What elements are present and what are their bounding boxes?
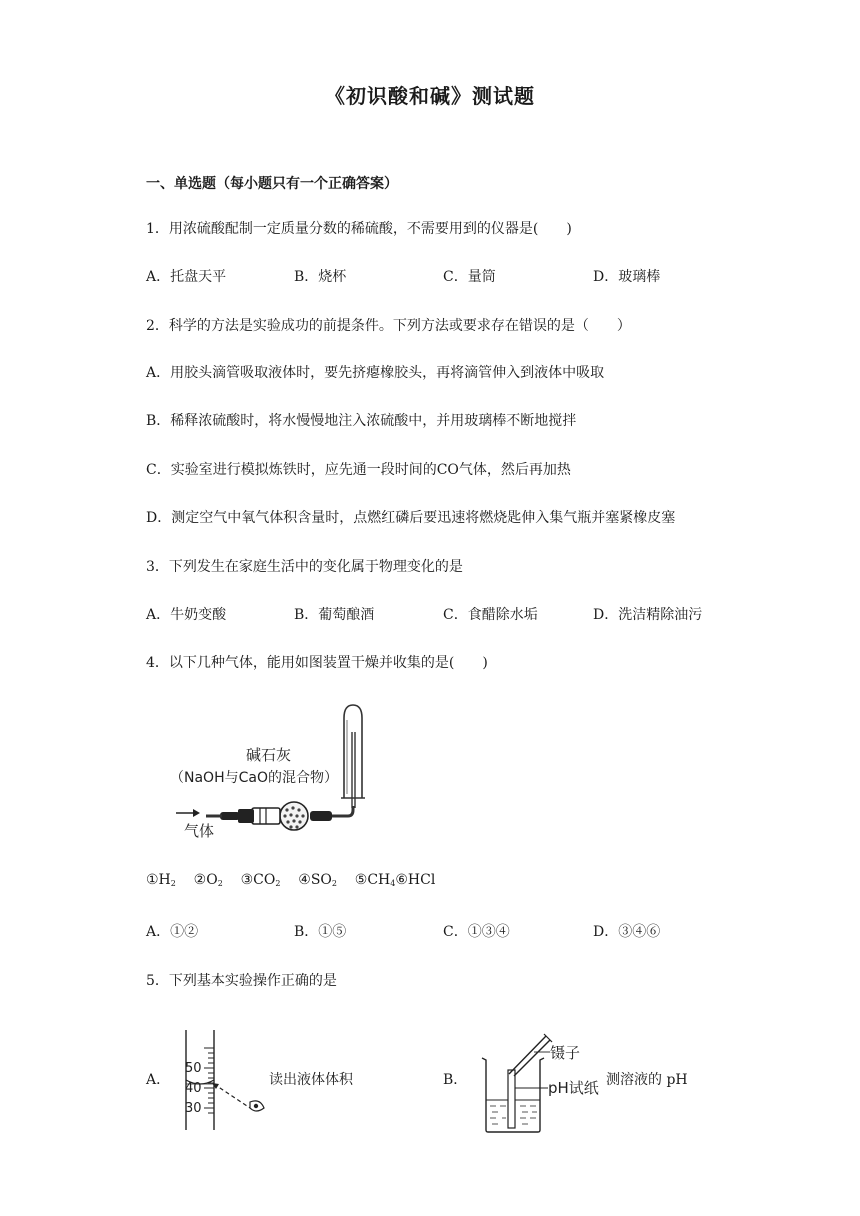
soda-lime-label: 碱石灰 — [246, 746, 292, 764]
drying-collection-apparatus-figure — [170, 700, 400, 850]
page-title: 《初识酸和碱》测试题 — [325, 84, 535, 108]
q1-option-b: B．烧杯 — [294, 269, 347, 285]
tweezers-label: 镊子 — [550, 1044, 581, 1062]
q3-option-d: D．洗洁精除油污 — [593, 607, 703, 623]
eye-icon — [250, 1101, 264, 1111]
q4-option-a: A．①② — [146, 924, 199, 940]
q4-option-c: C．①③④ — [443, 924, 510, 940]
gas-inlet-label: 气体 — [184, 822, 215, 840]
gas-h2: $①H_2$ — [146, 872, 176, 888]
q2-option-b: B．稀释浓硫酸时，将水慢慢地注入浓硫酸中，并用玻璃棒不断地搅拌 — [146, 413, 577, 429]
cylinder-tick-label: 40 — [185, 1081, 202, 1096]
q4-option-b: B．①⑤ — [294, 924, 347, 940]
ph-paper — [508, 1070, 515, 1128]
collection-test-tube — [341, 705, 365, 808]
q4-gas-list — [146, 872, 435, 888]
q5-option-a-caption: 读出液体体积 — [269, 1072, 353, 1088]
question-2-stem: 2．科学的方法是实验成功的前提条件。下列方法或要求存在错误的是（ ） — [146, 318, 631, 334]
question-3-stem: 3．下列发生在家庭生活中的变化属于物理变化的是 — [146, 559, 463, 575]
ph-paper-label: pH试纸 — [548, 1079, 599, 1097]
gas-so2: $④SO_2$ — [298, 872, 337, 888]
q1-option-d: D．玻璃棒 — [593, 269, 661, 285]
gas-o2: $②O_2$ — [193, 872, 223, 888]
gas-hcl: ⑥HCl — [395, 872, 436, 888]
question-1-stem: 1．用浓硫酸配制一定质量分数的稀硫酸，不需要用到的仪器是( ) — [146, 221, 572, 237]
question-4-stem: 4．以下几种气体，能用如图装置干燥并收集的是( ) — [146, 655, 488, 671]
gas-co2: $③CO_2$ — [240, 872, 281, 888]
graduated-cylinder-figure — [180, 1028, 280, 1130]
cylinder-tick-label: 30 — [185, 1101, 202, 1116]
soda-lime-composition-label: （NaOH与CaO的混合物） — [170, 770, 338, 786]
q2-option-d: D．测定空气中氧气体积含量时，点燃红磷后要迅速将燃烧匙伸入集气瓶并塞紧橡皮塞 — [146, 510, 676, 526]
q2-option-c: C．实验室进行模拟炼铁时，应先通一段时间的CO气体，然后再加热 — [146, 462, 571, 478]
drying-tube — [252, 802, 308, 830]
section-heading: 一、单选题（每小题只有一个正确答案） — [146, 176, 398, 192]
q1-option-c: C．量筒 — [443, 269, 496, 285]
q5-option-b-caption: 测溶液的 pH — [606, 1072, 688, 1088]
gas-ch4: $⑤CH_4$ — [354, 872, 396, 888]
q3-option-b: B．葡萄酿酒 — [294, 607, 375, 623]
q5-option-b-letter: B． — [443, 1072, 468, 1088]
q4-option-d: D．③④⑥ — [593, 924, 661, 940]
q3-option-c: C．食醋除水垢 — [443, 607, 538, 623]
q2-option-a: A．用胶头滴管吸取液体时，要先挤瘪橡胶头，再将滴管伸入到液体中吸取 — [146, 365, 605, 381]
q5-option-a-letter: A． — [146, 1072, 171, 1088]
question-5-stem: 5．下列基本实验操作正确的是 — [146, 973, 337, 989]
cylinder-tick-label: 50 — [185, 1061, 202, 1076]
q1-option-a: A．托盘天平 — [146, 269, 227, 285]
ph-test-figure — [478, 1030, 606, 1134]
q3-option-a: A．牛奶变酸 — [146, 607, 227, 623]
